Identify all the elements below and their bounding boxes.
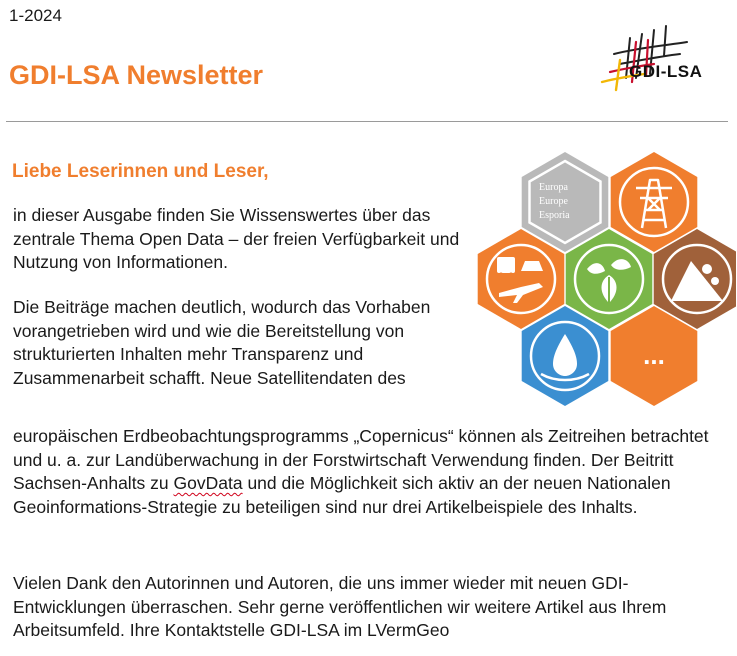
intro-paragraph: in dieser Ausgabe finden Sie Wissenswertes über das zentrale Thema Open Data – der freien Verfügbarkeit und Nutzung von Informationen. [13,205,460,272]
greeting-heading: Liebe Leserinnen und Leser, [12,161,269,182]
spellcheck-word: GovData [173,473,243,493]
copernicus-text-end: und die Möglichkeit sich aktiv an der neuen Nationalen Geoinformations-Strategie zu beteiligen sind nur drei Artikelbeispiele des Inhalts. [13,473,671,517]
issue-number: 1-2024 [9,6,62,25]
copernicus-text-start: europäischen Erdbeobachtungsprogramms „Copernicus“ können als Zeitreihen betrachtet und u. a. zur Landüberwachung in der Forstwirtschaft Verwendung finden. Der Beitritt Sachsen-Anhalts zu [13,426,709,493]
hexagon-themes-graphic [476,150,736,408]
newsletter-title: GDI-LSA Newsletter [9,60,264,90]
header-divider [6,121,728,122]
logo-text: GDI-LSA [629,62,703,81]
copernicus-paragraph [13,425,728,519]
contributions-paragraph: Die Beiträge machen deutlich, wodurch das Vorhaben vorangetrieben wird und wie die Bereitstellung von strukturierten Inhalten mehr Transparenz und Zusammenarbeit schafft. Neue Satellitendaten des [13,297,431,388]
thanks-paragraph: Vielen Dank den Autorinnen und Autoren, die uns immer wieder mit neuen GDI-Entwicklungen überraschen. Sehr gerne veröffentlichen wir weitere Artikel aus Ihrem Arbeitsumfeld. Ihre Kontaktstelle GDI-LSA im LVermGeo [13,573,667,640]
gdi-lsa-logo-icon [592,16,732,96]
europa-line-3: Esporia [539,210,570,221]
europa-line-2: Europe [539,196,568,207]
more-label: ... [643,340,665,370]
europa-line-1: Europa [539,182,568,193]
